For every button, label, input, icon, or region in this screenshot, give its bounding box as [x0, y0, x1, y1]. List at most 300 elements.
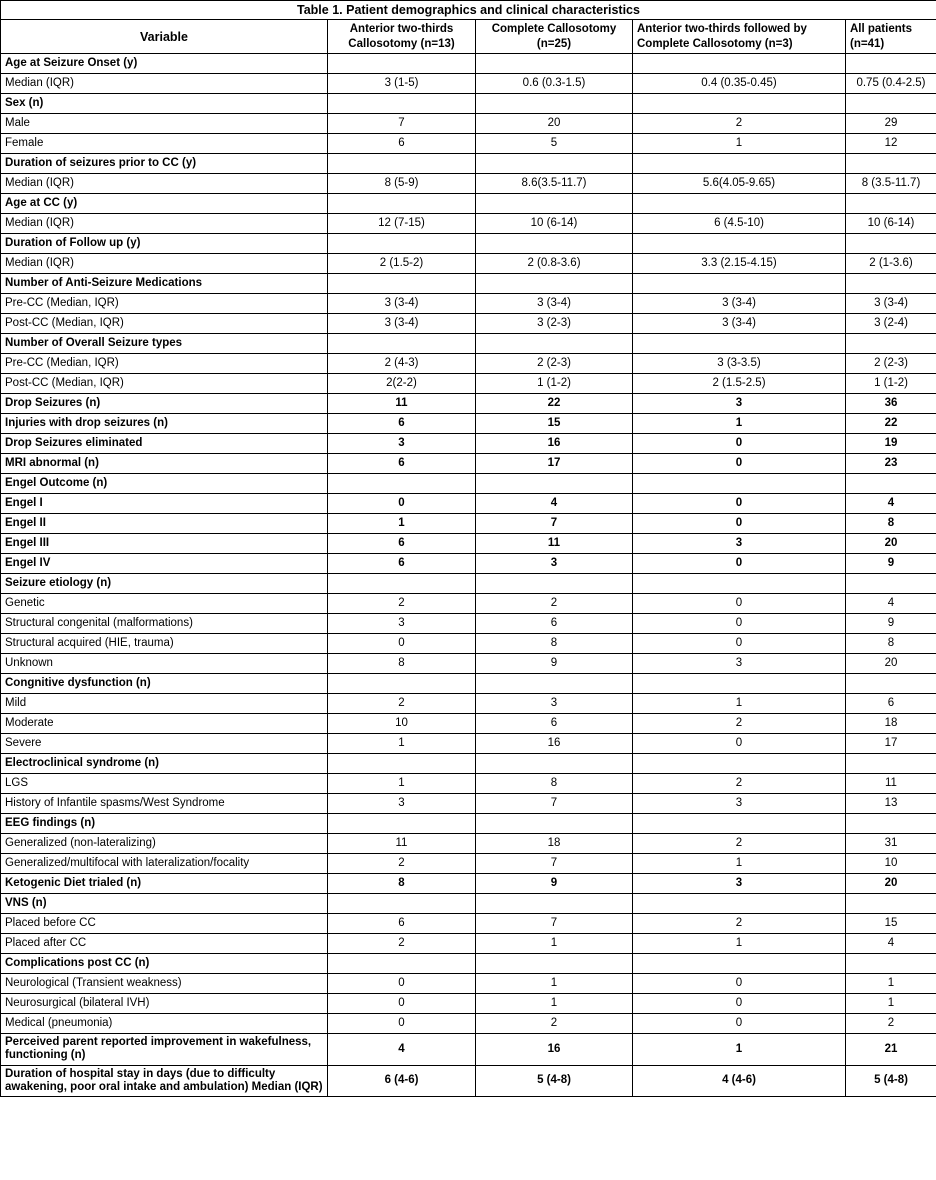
row-value: 7	[476, 514, 633, 534]
row-value: 6	[328, 134, 476, 154]
row-value	[476, 474, 633, 494]
row-value: 2(2-2)	[328, 374, 476, 394]
row-value: 3	[328, 794, 476, 814]
table-row	[1, 894, 936, 914]
table-row	[1, 134, 936, 154]
row-value: 2 (2-3)	[846, 354, 936, 374]
row-value: 1	[476, 974, 633, 994]
row-value: 2	[476, 594, 633, 614]
row-value: 1	[846, 994, 936, 1014]
table-row	[1, 474, 936, 494]
row-value	[846, 54, 936, 74]
row-value: 4	[846, 594, 936, 614]
row-label: Ketogenic Diet trialed (n)	[1, 874, 328, 894]
row-value: 2	[633, 834, 846, 854]
row-label: Age at Seizure Onset (y)	[1, 54, 328, 74]
row-value	[476, 954, 633, 974]
table-row	[1, 634, 936, 654]
row-value: 5 (4-8)	[846, 1065, 936, 1096]
row-value	[633, 154, 846, 174]
row-value	[633, 814, 846, 834]
row-value	[633, 274, 846, 294]
table-row	[1, 854, 936, 874]
table-row	[1, 394, 936, 414]
row-value: 3	[633, 534, 846, 554]
row-value: 6	[328, 454, 476, 474]
table-row	[1, 714, 936, 734]
table-row	[1, 414, 936, 434]
row-value: 2 (1.5-2.5)	[633, 374, 846, 394]
table-row	[1, 254, 936, 274]
row-value: 1	[328, 774, 476, 794]
row-label: Duration of hospital stay in days (due to difficulty awakening, poor oral intake and ambulation) Median (IQR)	[1, 1065, 328, 1096]
row-value	[633, 234, 846, 254]
row-value	[476, 154, 633, 174]
row-value	[846, 754, 936, 774]
row-label: Medical (pneumonia)	[1, 1014, 328, 1034]
row-value: 3 (3-4)	[476, 294, 633, 314]
table-row	[1, 874, 936, 894]
row-value: 0	[633, 594, 846, 614]
row-value: 4 (4-6)	[633, 1065, 846, 1096]
row-value	[476, 754, 633, 774]
row-value	[476, 94, 633, 114]
row-label: Engel III	[1, 534, 328, 554]
table-row	[1, 734, 936, 754]
row-value: 7	[476, 854, 633, 874]
row-value	[328, 154, 476, 174]
row-value: 0	[328, 1014, 476, 1034]
row-value: 3 (3-4)	[846, 294, 936, 314]
row-value	[476, 54, 633, 74]
row-value: 5	[476, 134, 633, 154]
row-value: 8	[476, 634, 633, 654]
row-value: 29	[846, 114, 936, 134]
row-value: 2	[476, 1014, 633, 1034]
row-label: Complications post CC (n)	[1, 954, 328, 974]
table-row	[1, 754, 936, 774]
row-value: 3 (3-4)	[328, 314, 476, 334]
row-label: Drop Seizures eliminated	[1, 434, 328, 454]
row-value: 23	[846, 454, 936, 474]
row-label: Drop Seizures (n)	[1, 394, 328, 414]
row-value	[633, 94, 846, 114]
row-value: 0.6 (0.3-1.5)	[476, 74, 633, 94]
row-value: 8	[328, 654, 476, 674]
row-value: 2	[328, 694, 476, 714]
table-row	[1, 154, 936, 174]
row-value: 8.6(3.5-11.7)	[476, 174, 633, 194]
row-value: 4	[328, 1034, 476, 1065]
row-value: 5.6(4.05-9.65)	[633, 174, 846, 194]
row-value: 16	[476, 434, 633, 454]
row-value: 1	[328, 514, 476, 534]
row-label: Engel IV	[1, 554, 328, 574]
row-value: 12 (7-15)	[328, 214, 476, 234]
row-label: Engel I	[1, 494, 328, 514]
row-value	[328, 814, 476, 834]
row-value: 0	[328, 494, 476, 514]
row-value: 6 (4.5-10)	[633, 214, 846, 234]
row-label: Mild	[1, 694, 328, 714]
row-value: 2 (0.8-3.6)	[476, 254, 633, 274]
row-value: 16	[476, 734, 633, 754]
table-row	[1, 374, 936, 394]
row-value: 0	[633, 974, 846, 994]
row-value	[846, 894, 936, 914]
row-value: 6	[328, 414, 476, 434]
row-value: 15	[846, 914, 936, 934]
row-value: 1	[633, 934, 846, 954]
row-label: Duration of Follow up (y)	[1, 234, 328, 254]
header-anterior-then-complete: Anterior two-thirds followed by Complete Callosotomy (n=3)	[633, 20, 846, 54]
row-label: Generalized/multifocal with lateralization/focality	[1, 854, 328, 874]
row-label: Congnitive dysfunction (n)	[1, 674, 328, 694]
table-row	[1, 654, 936, 674]
row-value: 6	[846, 694, 936, 714]
row-value: 11	[846, 774, 936, 794]
row-value: 3	[476, 554, 633, 574]
table-row	[1, 994, 936, 1014]
row-label: Seizure etiology (n)	[1, 574, 328, 594]
row-value: 8 (5-9)	[328, 174, 476, 194]
row-value: 20	[846, 534, 936, 554]
row-label: Neurological (Transient weakness)	[1, 974, 328, 994]
row-value: 3 (3-4)	[328, 294, 476, 314]
row-value: 2 (2-3)	[476, 354, 633, 374]
row-value: 4	[846, 494, 936, 514]
table-row	[1, 174, 936, 194]
row-value: 17	[476, 454, 633, 474]
row-value: 2	[846, 1014, 936, 1034]
row-value: 20	[846, 874, 936, 894]
row-value: 3	[633, 874, 846, 894]
row-value: 1 (1-2)	[846, 374, 936, 394]
table-row	[1, 94, 936, 114]
row-value: 2	[328, 854, 476, 874]
table-row	[1, 494, 936, 514]
row-value	[846, 94, 936, 114]
row-value: 16	[476, 1034, 633, 1065]
row-label: Severe	[1, 734, 328, 754]
row-value	[476, 574, 633, 594]
row-label: Structural congenital (malformations)	[1, 614, 328, 634]
row-value	[328, 574, 476, 594]
row-value: 5 (4-8)	[476, 1065, 633, 1096]
row-label: Pre-CC (Median, IQR)	[1, 354, 328, 374]
table-row	[1, 454, 936, 474]
row-value: 0	[633, 734, 846, 754]
row-value: 3.3 (2.15-4.15)	[633, 254, 846, 274]
row-value: 0	[328, 994, 476, 1014]
row-value: 1 (1-2)	[476, 374, 633, 394]
table-row	[1, 334, 936, 354]
table-header-row	[1, 20, 936, 54]
row-label: Engel Outcome (n)	[1, 474, 328, 494]
row-value	[846, 234, 936, 254]
row-value	[846, 674, 936, 694]
row-label: Median (IQR)	[1, 254, 328, 274]
row-value: 2	[328, 934, 476, 954]
header-variable: Variable	[1, 20, 328, 54]
row-value: 20	[846, 654, 936, 674]
table-row	[1, 694, 936, 714]
row-label: Genetic	[1, 594, 328, 614]
row-value: 2 (1-3.6)	[846, 254, 936, 274]
row-value	[328, 754, 476, 774]
row-value	[846, 274, 936, 294]
row-value	[846, 194, 936, 214]
row-value: 8 (3.5-11.7)	[846, 174, 936, 194]
row-value: 2	[633, 714, 846, 734]
row-value	[328, 194, 476, 214]
table-caption: Table 1. Patient demographics and clinical characteristics	[1, 1, 936, 20]
row-label: Age at CC (y)	[1, 194, 328, 214]
row-label: VNS (n)	[1, 894, 328, 914]
row-value: 6 (4-6)	[328, 1065, 476, 1096]
row-label: Female	[1, 134, 328, 154]
row-value: 10 (6-14)	[846, 214, 936, 234]
table-row	[1, 674, 936, 694]
table-row	[1, 1014, 936, 1034]
row-label: Median (IQR)	[1, 74, 328, 94]
row-value: 12	[846, 134, 936, 154]
header-anterior-two-thirds: Anterior two-thirds Callosotomy (n=13)	[328, 20, 476, 54]
row-value: 3 (3-3.5)	[633, 354, 846, 374]
row-value: 2	[633, 774, 846, 794]
table-row	[1, 574, 936, 594]
row-value	[476, 674, 633, 694]
row-label: Electroclinical syndrome (n)	[1, 754, 328, 774]
table-row	[1, 814, 936, 834]
row-value	[846, 814, 936, 834]
row-label: Sex (n)	[1, 94, 328, 114]
table-row	[1, 434, 936, 454]
row-value: 1	[633, 694, 846, 714]
row-value: 17	[846, 734, 936, 754]
row-label: Placed before CC	[1, 914, 328, 934]
row-value	[328, 274, 476, 294]
row-label: Perceived parent reported improvement in wakefulness, functioning (n)	[1, 1034, 328, 1065]
row-value: 1	[476, 994, 633, 1014]
row-value: 6	[328, 554, 476, 574]
row-value: 0	[633, 614, 846, 634]
row-value: 11	[328, 394, 476, 414]
row-value: 1	[846, 974, 936, 994]
table-caption-row	[1, 1, 936, 20]
row-value	[633, 894, 846, 914]
row-value	[633, 674, 846, 694]
row-value: 0.75 (0.4-2.5)	[846, 74, 936, 94]
row-value	[476, 814, 633, 834]
row-value: 36	[846, 394, 936, 414]
table-row	[1, 194, 936, 214]
row-value	[476, 194, 633, 214]
table-row	[1, 234, 936, 254]
table-row	[1, 294, 936, 314]
row-value: 3 (3-4)	[633, 294, 846, 314]
row-label: Generalized (non-lateralizing)	[1, 834, 328, 854]
table-row	[1, 1034, 936, 1065]
row-value: 3	[328, 434, 476, 454]
row-value	[633, 754, 846, 774]
table-row	[1, 594, 936, 614]
row-value: 2 (4-3)	[328, 354, 476, 374]
row-label: MRI abnormal (n)	[1, 454, 328, 474]
table-row	[1, 214, 936, 234]
row-value: 10	[328, 714, 476, 734]
row-value	[328, 674, 476, 694]
row-label: Structural acquired (HIE, trauma)	[1, 634, 328, 654]
row-value	[633, 194, 846, 214]
row-value: 9	[476, 874, 633, 894]
table-row	[1, 914, 936, 934]
row-label: History of Infantile spasms/West Syndrome	[1, 794, 328, 814]
header-complete-callosotomy: Complete Callosotomy (n=25)	[476, 20, 633, 54]
row-label: Post-CC (Median, IQR)	[1, 314, 328, 334]
row-value: 1	[633, 134, 846, 154]
row-label: Moderate	[1, 714, 328, 734]
table-row	[1, 114, 936, 134]
row-value: 10	[846, 854, 936, 874]
row-value: 0	[633, 554, 846, 574]
row-value: 9	[846, 614, 936, 634]
row-value: 0	[633, 634, 846, 654]
row-value: 4	[846, 934, 936, 954]
row-value: 19	[846, 434, 936, 454]
row-value: 3	[633, 794, 846, 814]
table-row	[1, 954, 936, 974]
row-label: Injuries with drop seizures (n)	[1, 414, 328, 434]
row-value: 6	[328, 534, 476, 554]
row-value: 8	[476, 774, 633, 794]
row-label: Post-CC (Median, IQR)	[1, 374, 328, 394]
row-value: 3	[633, 394, 846, 414]
table-row	[1, 974, 936, 994]
table-row	[1, 514, 936, 534]
row-value	[633, 54, 846, 74]
row-value: 3 (3-4)	[633, 314, 846, 334]
row-value: 22	[476, 394, 633, 414]
row-value	[328, 954, 476, 974]
row-value: 0	[633, 514, 846, 534]
row-label: Engel II	[1, 514, 328, 534]
row-label: Median (IQR)	[1, 174, 328, 194]
row-value: 20	[476, 114, 633, 134]
row-value: 2	[328, 594, 476, 614]
row-value	[633, 474, 846, 494]
row-value: 2	[633, 114, 846, 134]
row-value	[476, 234, 633, 254]
row-value: 22	[846, 414, 936, 434]
row-value	[328, 234, 476, 254]
row-value: 4	[476, 494, 633, 514]
row-value: 15	[476, 414, 633, 434]
row-value: 18	[476, 834, 633, 854]
table-row	[1, 274, 936, 294]
row-value	[328, 94, 476, 114]
row-value: 2 (1.5-2)	[328, 254, 476, 274]
row-value: 3	[476, 694, 633, 714]
row-value	[328, 474, 476, 494]
row-value: 8	[846, 514, 936, 534]
row-value: 10 (6-14)	[476, 214, 633, 234]
row-value: 11	[476, 534, 633, 554]
row-value: 0	[328, 974, 476, 994]
row-value	[328, 894, 476, 914]
table-row	[1, 534, 936, 554]
row-value: 1	[328, 734, 476, 754]
row-value: 0.4 (0.35-0.45)	[633, 74, 846, 94]
table-row	[1, 74, 936, 94]
row-value: 11	[328, 834, 476, 854]
row-value: 0	[633, 1014, 846, 1034]
row-value: 21	[846, 1034, 936, 1065]
table-row	[1, 54, 936, 74]
table-row	[1, 834, 936, 854]
row-label: Male	[1, 114, 328, 134]
row-value: 8	[328, 874, 476, 894]
row-value: 3	[633, 654, 846, 674]
row-value: 0	[633, 494, 846, 514]
row-label: Pre-CC (Median, IQR)	[1, 294, 328, 314]
row-value: 1	[633, 854, 846, 874]
row-value: 13	[846, 794, 936, 814]
row-label: Unknown	[1, 654, 328, 674]
row-value	[846, 474, 936, 494]
row-label: Placed after CC	[1, 934, 328, 954]
row-value: 3 (2-4)	[846, 314, 936, 334]
row-value: 1	[476, 934, 633, 954]
table-row	[1, 314, 936, 334]
table-row	[1, 934, 936, 954]
row-value	[476, 334, 633, 354]
row-value: 8	[846, 634, 936, 654]
row-value: 6	[476, 614, 633, 634]
table-row	[1, 554, 936, 574]
row-value: 7	[328, 114, 476, 134]
header-all-patients: All patients (n=41)	[846, 20, 936, 54]
table-body	[1, 1, 936, 1097]
row-label: Duration of seizures prior to CC (y)	[1, 154, 328, 174]
row-value: 3 (1-5)	[328, 74, 476, 94]
row-value: 6	[328, 914, 476, 934]
row-value: 1	[633, 414, 846, 434]
row-value	[846, 954, 936, 974]
row-value: 18	[846, 714, 936, 734]
row-label: Median (IQR)	[1, 214, 328, 234]
row-label: EEG findings (n)	[1, 814, 328, 834]
row-label: Number of Overall Seizure types	[1, 334, 328, 354]
row-value: 9	[476, 654, 633, 674]
row-value: 2	[633, 914, 846, 934]
row-value: 31	[846, 834, 936, 854]
row-value	[633, 954, 846, 974]
row-value: 0	[328, 634, 476, 654]
row-value	[328, 334, 476, 354]
row-value	[476, 274, 633, 294]
row-label: Neurosurgical (bilateral IVH)	[1, 994, 328, 1014]
row-value	[476, 894, 633, 914]
table-row	[1, 794, 936, 814]
row-value: 0	[633, 994, 846, 1014]
row-value: 7	[476, 914, 633, 934]
table-row	[1, 1065, 936, 1096]
row-value: 3 (2-3)	[476, 314, 633, 334]
row-value: 0	[633, 454, 846, 474]
table-row	[1, 354, 936, 374]
row-value	[633, 334, 846, 354]
